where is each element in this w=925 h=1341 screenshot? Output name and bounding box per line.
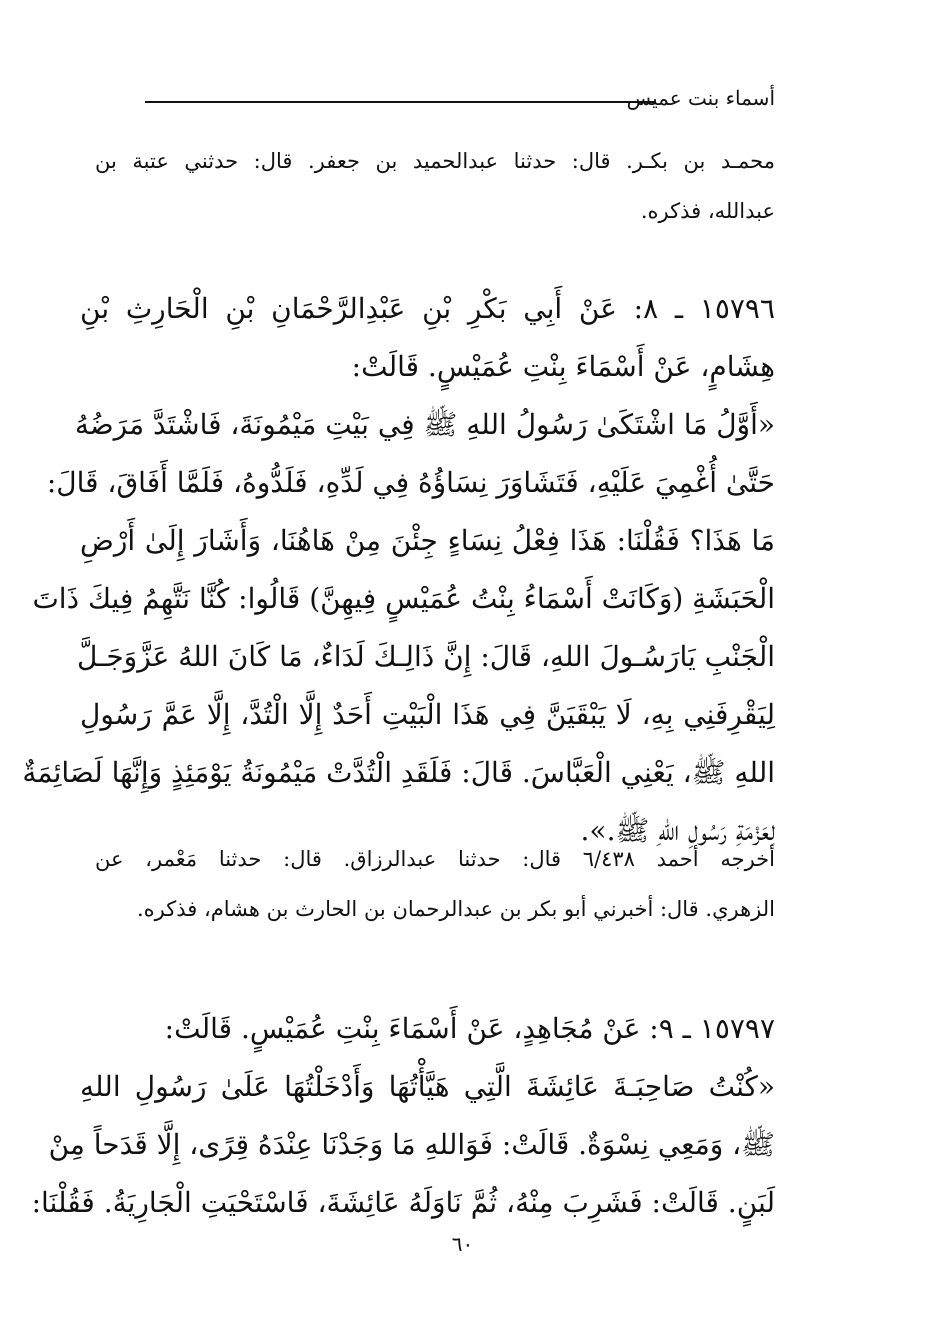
text-line: اللهِ ﷺ، يَعْنِي الْعَبَّاسَ. قَالَ: فَلَقَدِ الْتُدَّتْ مَيْمُونَةُ يَوْمَئِذٍ وَإِنَّهَا لَصَائِمَةٌ [22, 756, 775, 789]
text-line: محمـد بن بكـر. قال: حدثنا عبدالحميد بن جعفر. قال: حدثني عتبة بن [95, 149, 775, 173]
text-line: ١٥٧٩٧ ـ ٩: عَنْ مُجَاهِدٍ، عَنْ أَسْمَاءَ بِنْتِ عُمَيْسٍ. قَالَتْ: [164, 1012, 775, 1045]
text-line: ١٥٧٩٦ ـ ٨: عَنْ أَبِي بَكْرِ بْنِ عَبْدِالرَّحْمَانِ بْنِ الْحَارِثِ بْنِ [80, 292, 775, 325]
text-line: «كُنْتُ صَاحِبَـةَ عَائِشَةَ الَّتِي هَيَّأْتُهَا وَأَدْخَلْتُهَا عَلَىٰ رَسُولِ اللهِ [80, 1070, 775, 1103]
text-line: عبدالله، فذكره. [640, 199, 775, 223]
text-line: الْجَنْبِ يَارَسُـولَ اللهِ، قَالَ: إِنَّ ذَالِـكَ لَدَاءٌ، مَا كَانَ اللهُ عَزَّوَجَـلَّ [76, 640, 775, 673]
text-line: مَا هَذَا؟ فَقُلْنَا: هَذَا فِعْلُ نِسَاءٍ جِئْنَ مِنْ هَاهُنَا، وَأَشَارَ إِلَىٰ أَرْضِ [80, 524, 775, 557]
continuation-note [95, 136, 775, 236]
header-rule [145, 101, 655, 103]
text-line: الْحَبَشَةِ (وَكَانَتْ أَسْمَاءُ بِنْتُ عُمَيْسٍ فِيهِنَّ) قَالُوا: كُنَّا نَتَّهِمُ فِيكَ ذَاتَ [32, 582, 775, 615]
text-line: حَتَّىٰ أُغْمِيَ عَلَيْهِ، فَتَشَاوَرَ نِسَاؤُهُ فِي لَدِّهِ، فَلَدُّوهُ، فَلَمَّا أَفَاقَ، قَالَ: [46, 466, 775, 499]
text-line: ﷺ، وَمَعِي نِسْوَةٌ. قَالَتْ: فَوَاللهِ مَا وَجَدْنَا عِنْدَهُ قِرًى، إِلَّا قَدَحاً مِنْ [48, 1128, 775, 1161]
text-line: لَبَنٍ. قَالَتْ: فَشَرِبَ مِنْهُ، ثُمَّ نَاوَلَهُ عَائِشَةَ، فَاسْتَحْيَتِ الْجَارِيَةُ. فَقُلْنَا: [31, 1186, 775, 1219]
text-line: الزهري. قال: أخبرني أبو بكر بن عبدالرحمان بن الحارث بن هشام، فذكره. [137, 897, 775, 921]
text-line: لِعَزْمَةِ رَسُولِ اللهِ ﷺ.». [580, 814, 775, 847]
running-title: أسماء بنت عميس [626, 86, 775, 110]
text-line: لِيَقْرِفَنِي بِهِ، لَا يَبْقَيَنَّ فِي هَذَا الْبَيْتِ أَحَدٌ إِلَّا الْتُدَّ، إِلَّا عَمَّ رَسُولِ [80, 698, 775, 731]
text-line: هِشَامٍ، عَنْ أَسْمَاءَ بِنْتِ عُمَيْسٍ. قَالَتْ: [351, 350, 775, 383]
running-header [145, 86, 775, 116]
hadith-15797 [31, 1000, 775, 1232]
takhrij-15796 [95, 834, 775, 934]
text-line: أخرجه أحمد ٦/٤٣٨ قال: حدثنا عبدالرزاق. قال: حدثنا مَعْمر، عن [95, 847, 775, 871]
text-line: «أَوَّلُ مَا اشْتَكَىٰ رَسُولُ اللهِ ﷺ فِي بَيْتِ مَيْمُونَةَ، فَاشْتَدَّ مَرَضُهُ [74, 408, 775, 441]
hadith-15796 [22, 280, 775, 860]
page-number: ٦٠ [451, 1232, 474, 1256]
